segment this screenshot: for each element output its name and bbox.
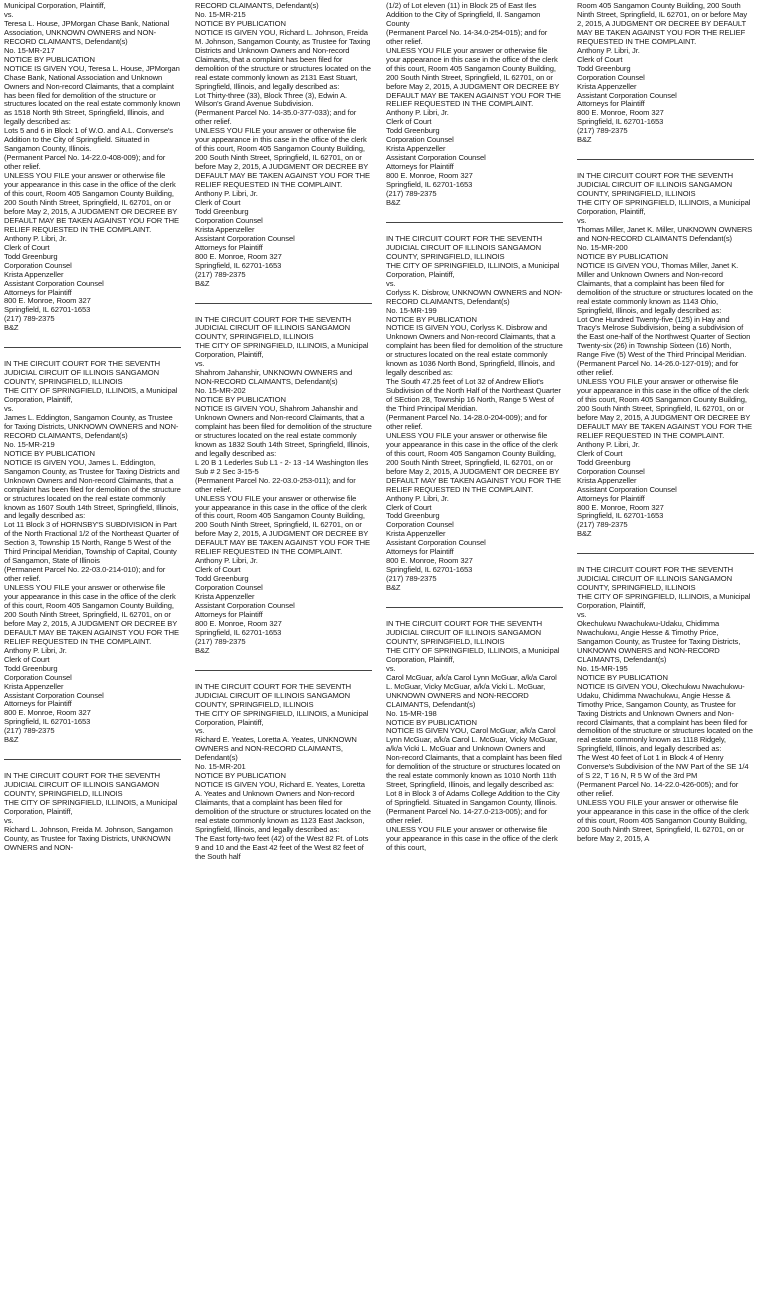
notice-line: UNLESS YOU FILE your answer or otherwise file your appearance in this case in the office of the clerk of this court, Room 405 Sangamon County Building, 200 South Ninth Street, Springfield, IL 62701, on or before May 2, 2015, A JUDGMENT OR DECREE BY DEFAULT MAY BE TAKEN AGAINST YOU FOR THE RELIEF REQUESTED IN THE COMPLAINT.	[4, 583, 181, 646]
notice-line: Richard L. Johnson, Freida M. Johnson, Sangamon County, as Trustee for Taxing Districts, UNKNOWN OWNERS and NON-	[4, 824, 175, 852]
notice-line: IN THE CIRCUIT COURT FOR THE SEVENTH JUDICIAL CIRCUIT OF ILLINOIS SANGAMON COUNTY, SPRINGFIELD, ILLINOIS	[386, 619, 545, 646]
notice-line: Krista Appenzeller	[386, 144, 446, 154]
notice-column-4	[577, 0, 754, 1300]
legal-notice	[386, 233, 563, 599]
notice-line: (Permanent Parcel No. 14-34.0-254-015); and for other relief.	[386, 27, 550, 46]
notice-line: (217) 789-2375	[195, 636, 246, 646]
notice-line: THE CITY OF SPRINGFIELD, ILLINOIS, a Municipal Corporation, Plaintiff,	[386, 645, 562, 664]
notice-line: Corporation Counsel	[4, 260, 72, 270]
notice-line: Springfield, IL 62701-1653	[4, 305, 91, 315]
notice-line: NOTICE IS GIVEN YOU, James L. Eddington, Sangamon County, as Trustee for Taxing Districts and Unknown Owners and Non-record Claimants, that a complaint has been filed for demolition of the structure or structures located on the real estate commonly known as 1607 South 14th Street, Springfield, Illinois, and legally described as:	[4, 457, 183, 521]
notice-line: Okechukwu Nwachukwu-Udaku, Chidimma Nwachukwu, Angie Hesse & Timothy Price, Sangamon County, as Trustee for Taxing Districts, UNKNOWN OWNERS and NON-RECORD CLAIMANTS, Defendant(s)	[577, 619, 743, 664]
notice-line: No. 15-MR-198	[386, 708, 437, 718]
notice-line: NOTICE BY PUBLICATION	[577, 672, 668, 682]
notice-line: IN THE CIRCUIT COURT FOR THE SEVENTH JUDICIAL CIRCUIT OF ILLINOIS SANGAMON COUNTY, SPRINGFIELD, ILLINOIS	[577, 565, 736, 593]
notice-line: 800 E. Monroe, Room 327	[4, 708, 91, 718]
notice-line: IN THE CIRCUIT COURT FOR THE SEVENTH JUDICIAL CIRCUIT OF ILLINOIS SANGAMON COUNTY, SPRINGFIELD, ILLINOIS	[195, 314, 354, 342]
notice-line: Carol McGuar, a/k/a Carol Lynn McGuar, a/k/a Carol L. McGuar, Vicky McGuar, a/k/a Vicki L. McGuar, UNKNOWN OWNERS and NON-RECORD CLAIMANTS, Defendant(s)	[386, 672, 559, 709]
notice-line: No. 15-MR-217	[4, 45, 55, 55]
notice-line: RECORD CLAIMANTS, Defendant(s)	[195, 1, 319, 10]
notice-line: No. 15-MR-195	[577, 663, 628, 673]
notice-line: (217) 789-2375	[386, 189, 437, 199]
notice-line: (217) 789-2375	[577, 520, 628, 530]
notice-line: (Permanent Parcel No. 14-27.0-213-005); and for other relief.	[386, 807, 550, 826]
notice-line: Corporation Counsel	[577, 466, 645, 476]
notice-line: Lot One Hundred Twenty-five (125) in Hay and Tracy's Melrose Subdivision, being a subdivision of the East one-half of the Northwest Quarter of Section Twenty-six (26) in Township Sixteen (16) North, Range Five (5) West of the Third Principal Meridian.	[577, 314, 753, 360]
notice-line: Clerk of Court	[4, 654, 50, 664]
notice-line: Clerk of Court	[386, 502, 432, 512]
notice-line: IN THE CIRCUIT COURT FOR THE SEVENTH JUDICIAL CIRCUIT OF ILLINOIS SANGAMON COUNTY, SPRINGFIELD, ILLINOIS	[195, 681, 354, 709]
legal-notice	[386, 0, 563, 214]
notice-line: (Permanent Parcel No. 22-03.0-253-011); and for other relief.	[195, 475, 358, 494]
notice-line: (217) 789-2375	[386, 574, 437, 584]
notice-line: NOTICE IS GIVEN YOU, Okechukwu Nwachukwu-Udaku, Chidimma Nwachukwu, Angie Hesse & Timothy Price, Sangamon County, as Trustee for Taxing Districts and Unknown Owners and Non-record Claimants, that a complaint has been filed for demolition of the structure or structures located on the real estate commonly known as 1118 Ridgely, Springfield, Illinois, and legally described as:	[577, 681, 755, 754]
notice-line: Anthony P. Libri, Jr.	[386, 108, 449, 118]
notice-line: NOTICE BY PUBLICATION	[195, 18, 286, 28]
notice-line: Assistant Corporation Counsel	[195, 601, 295, 610]
notice-line: Krista Appenzeller	[195, 592, 255, 602]
notice-line: Anthony P. Libri, Jr.	[577, 439, 640, 449]
notice-line: Attorneys for Plaintiff	[577, 493, 645, 503]
notice-line: THE CITY OF SPRINGFIELD, ILLINOIS, a Municipal Corporation, Plaintiff,	[195, 341, 371, 360]
notice-divider	[386, 607, 563, 608]
notice-line: UNLESS YOU FILE your answer or otherwise file your appearance in this case in the office of the clerk of this court, Room 405 Sangamon County Building, 200 South Ninth Street, Springfield, IL 62701, on or before May 2, 2015, A	[577, 798, 751, 843]
notice-line: THE CITY OF SPRINGFIELD, ILLINOIS, a Municipal Corporation, Plaintiff,	[577, 592, 753, 611]
notice-line: B&Z	[195, 278, 210, 288]
legal-notice	[4, 770, 181, 859]
notice-line: Anthony P. Libri, Jr.	[195, 556, 258, 566]
notice-line: No. 15-MR-199	[386, 305, 437, 315]
notice-line: Springfield, IL 62701-1653	[4, 717, 91, 727]
notice-line: Shahrom Jahanshir, UNKNOWN OWNERS and NON-RECORD CLAIMANTS, Defendant(s)	[195, 368, 355, 387]
notice-line: The East forty-two feet (42) of the West 82 Ft. of Lots 9 and 10 and the East 42 feet of the West 82 feet of the South half	[195, 833, 371, 861]
notice-divider	[195, 670, 372, 671]
notice-divider	[195, 303, 372, 304]
notice-line: Todd Greenburg	[577, 457, 631, 467]
notice-line: UNLESS YOU FILE your answer or otherwise file your appearance in this case in the office of the clerk of this court, Room 405 Sangamon County Building, 200 South Ninth Street, Springfield, IL 62701, on or before May 2, 2015, A JUDGMENT OR DECREE BY DEFAULT MAY BE TAKEN AGAINST YOU FOR THE RELIEF REQUESTED IN THE COMPLAINT.	[386, 430, 563, 494]
notice-line: Assistant Corporation Counsel	[386, 538, 486, 548]
notice-line: B&Z	[577, 529, 592, 539]
notice-line: (Permanent Parcel No. 14-26.0-127-019); and for other relief.	[577, 359, 741, 378]
notice-line: B&Z	[195, 645, 210, 655]
notice-line: Corlyss K. Disbrow, UNKNOWN OWNERS and NON-RECORD CLAIMANTS, Defendant(s)	[386, 287, 563, 306]
notice-line: Todd Greenburg	[195, 206, 249, 216]
notice-line: vs.	[577, 610, 587, 620]
notice-line: Anthony P. Libri, Jr.	[4, 233, 67, 243]
notice-line: Clerk of Court	[195, 565, 241, 575]
notice-line: 800 E. Monroe, Room 327	[577, 502, 664, 512]
notice-line: NOTICE IS GIVEN YOU, Thomas Miller, Janet K. Miller and Unknown Owners and Non-record Claimants, that a complaint has been filed for demolition of the structure or structures located on the real estate commonly known as 1143 Ohio, Springfield, Illinois, and legally described as:	[577, 260, 755, 315]
notice-line: Attorneys for Plaintiff	[195, 242, 263, 252]
notice-line: Assistant Corporation Counsel	[577, 90, 677, 100]
notice-line: James L. Eddington, Sangamon County, as Trustee for Taxing Districts, UNKNOWN OWNERS and NON-RECORD CLAIMANTS, Defendant(s)	[4, 412, 179, 440]
notice-line: (Permanent Parcel No. 14-22.0-408-009); and for other relief.	[4, 153, 168, 172]
notice-line: Springfield, IL 62701-1653	[577, 511, 664, 521]
notice-line: Corporation Counsel	[386, 135, 454, 145]
notice-line: NOTICE BY PUBLICATION	[4, 54, 95, 64]
notice-line: NOTICE BY PUBLICATION	[195, 771, 286, 781]
notice-divider	[577, 553, 754, 554]
notice-line: Attorneys for Plaintiff	[4, 287, 72, 297]
notice-line: Springfield, IL 62701-1653	[386, 565, 473, 575]
notice-line: B&Z	[386, 583, 401, 593]
notice-line: (1/2) of Lot eleven (11) in Block 25 of East Iles Addition to the City of Springfield, Il. Sangamon County	[386, 1, 543, 28]
notice-line: No. 15-MR-219	[4, 439, 55, 449]
notice-column-3	[386, 0, 563, 1300]
notice-line: vs.	[386, 278, 396, 288]
notice-line: NOTICE BY PUBLICATION	[195, 395, 286, 405]
notice-line: 800 E. Monroe, Room 327	[577, 108, 664, 118]
notice-line: Anthony P. Libri, Jr.	[4, 645, 67, 655]
notice-line: Municipal Corporation, Plaintiff,	[4, 1, 106, 10]
notice-line: UNLESS YOU FILE your answer or otherwise file your appearance in this case in the office of the clerk of this court, Room 405 Sangamon County Building, 200 South Ninth Street, Springfield, IL 62701, on or before May 2, 2015, A JUDGMENT OR DECREE BY DEFAULT MAY BE TAKEN AGAINST YOU FOR THE RELIEF REQUESTED IN THE COMPLAINT.	[577, 377, 754, 440]
notice-line: (Permanent Parcel No. 14-22.0-426-005); and for other relief.	[577, 780, 741, 799]
notice-column-1	[4, 0, 181, 1300]
notice-line: Lot Thirty-three (33), Block Three (3), Edwin A. Wilson's Grand Avenue Subdivision.	[195, 90, 349, 109]
notice-line: The West 40 feet of Lot 1 in Block 4 of Henry Converse's Subdivision of the NW Part of the SE 1/4 of S 22, T 16 N, R 5 W of the 3rd PM	[577, 753, 751, 781]
notice-line: Corporation Counsel	[577, 72, 645, 82]
notice-line: Krista Appenzeller	[577, 81, 637, 91]
notice-line: Room 405 Sangamon County Building, 200 South Ninth Street, Springfield, IL 62701, on or before May 2, 2015, A JUDGMENT OR DECREE BY DEFAULT MAY BE TAKEN AGAINST YOU FOR THE RELIEF REQUESTED IN THE COMPLAINT.	[577, 1, 750, 46]
notice-line: UNLESS YOU FILE your answer or otherwise file your appearance in this case in the office of the clerk of this court, Room 405 Sangamon County Building, 200 South Ninth Street, Springfield, IL 62701, on or before May 2, 2015, A JUDGMENT OR DECREE BY DEFAULT MAY BE TAKEN AGAINST YOU FOR THE RELIEF REQUESTED IN THE COMPLAINT.	[195, 126, 372, 190]
notice-line: Clerk of Court	[577, 448, 623, 458]
notice-line: THE CITY OF SPRINGFIELD, ILLINOIS, a Municipal Corporation, Plaintiff,	[386, 260, 562, 279]
notice-line: Assistant Corporation Counsel	[4, 278, 104, 288]
notice-line: vs.	[577, 216, 587, 226]
notice-divider	[386, 222, 563, 223]
notice-line: UNLESS YOU FILE your answer or otherwise file your appearance in this case in the office of the clerk of this court,	[386, 824, 560, 852]
notice-line: L 20 B 1 Lederles Sub L1 - 2- 13 -14 Washington Iles Sub # 2 Sec 3-15-5	[195, 457, 371, 476]
notice-line: B&Z	[386, 197, 401, 207]
notice-line: Assistant Corporation Counsel	[4, 690, 104, 700]
notice-line: Todd Greenburg	[577, 63, 631, 73]
legal-notice	[577, 170, 754, 545]
legal-notice	[577, 0, 754, 151]
notice-line: UNLESS YOU FILE your answer or otherwise file your appearance in this case in the office of the clerk of this court, Room 405 Sangamon County Building, 200 South Ninth Street, Springfield, IL 62701, on or before May 2, 2015, A JUDGMENT OR DECREE BY DEFAULT MAY BE TAKEN AGAINST YOU FOR THE RELIEF REQUESTED IN THE COMPLAINT.	[4, 171, 181, 234]
notice-line: THE CITY OF SPRINGFIELD, ILLINOIS, a Municipal Corporation, Plaintiff,	[577, 198, 753, 217]
notice-line: NOTICE BY PUBLICATION	[386, 717, 477, 727]
notice-line: No. 15-MR-215	[195, 9, 246, 19]
notice-line: (Permanent Parcel No. 22-03.0-214-010); and for other relief.	[4, 565, 168, 584]
notice-line: NOTICE IS GIVEN YOU, Shahrom Jahanshir and Unknown Owners and Non-record Claimants, that a complaint has been filed for demolition of the structure or structures located on the real estate commonly known as 1832 South 14th Street, Springfield, Illinois, and legally described as:	[195, 404, 374, 458]
legal-notice	[386, 618, 563, 859]
notice-line: Springfield, IL 62701-1653	[195, 260, 282, 270]
notice-line: Assistant Corporation Counsel	[577, 484, 677, 494]
notice-line: NOTICE IS GIVEN YOU, Richard L. Johnson, Freida M. Johnson, Sangamon County, as Trustee for Taxing Districts and Unknown Owners and Non-record Claimants, that a complaint has been filed for demolition of the structure or structures located on the real estate commonly known as 2131 East Stuart, Springfield, Illinois, and legally described as:	[195, 27, 373, 91]
notice-line: (217) 789-2375	[4, 314, 55, 324]
notice-line: Attorneys for Plaintiff	[386, 547, 454, 557]
notice-line: vs.	[195, 726, 205, 736]
notice-column-2	[195, 0, 372, 1300]
notice-line: Attorneys for Plaintiff	[386, 162, 454, 172]
notice-line: Todd Greenburg	[386, 511, 440, 521]
legal-notice	[4, 0, 181, 339]
notice-line: NOTICE BY PUBLICATION	[4, 448, 95, 458]
notice-line: (217) 789-2375	[4, 726, 55, 736]
notice-line: vs.	[4, 404, 14, 414]
notice-line: THE CITY OF SPRINGFIELD, ILLINOIS, a Municipal Corporation, Plaintiff,	[4, 386, 180, 405]
notice-line: (Permanent Parcel No. 14-35.0-377-033); and for other relief.	[195, 108, 359, 127]
notice-line: Attorneys for Plaintiff	[577, 99, 645, 109]
notice-line: The South 47.25 feet of Lot 32 of Andrew Elliot's Subdivision of the North Half of the Northeast Quarter of SEction 28, Township 16 North, Range 5 West of the Third Principal Meridian.	[386, 377, 563, 414]
notice-line: Krista Appenzeller	[386, 529, 446, 539]
notice-line: Springfield, IL 62701-1653	[195, 627, 282, 637]
notice-line: NOTICE BY PUBLICATION	[386, 314, 477, 324]
notice-line: Lots 5 and 6 in Block 1 of W.O. and A.L. Converse's Addition to the City of Springfield. Situated in Sangamon County, Illinois.	[4, 126, 175, 154]
notice-line: Assistant Corporation Counsel	[195, 233, 295, 243]
notice-divider	[4, 759, 181, 760]
notice-line: NOTICE IS GIVEN YOU, Richard E. Yeates, Loretta A. Yeates and Unknown Owners and Non-record Claimants, that a complaint has been filed for demolition of the structure or structures located on the real estate commonly known as 1123 East Jackson, Springfield, Illinois, and legally described as:	[195, 780, 373, 834]
notice-line: (Permanent Parcel No. 14-28.0-204-009); and for other relief.	[386, 412, 550, 431]
notice-line: (217) 789-2375	[195, 269, 246, 279]
notice-line: Corporation Counsel	[4, 672, 72, 682]
notice-line: UNLESS YOU FILE your answer or otherwise file your appearance in this case in the office of the clerk of this court, Room 405 Sangamon County Building, 200 South Ninth Street, Springfield, IL 62701, on or before May 2, 2015, A JUDGMENT OR DECREE BY DEFAULT MAY BE TAKEN AGAINST YOU FOR THE RELIEF REQUESTED IN THE COMPLAINT.	[195, 493, 372, 557]
notice-line: 800 E. Monroe, Room 327	[386, 556, 473, 566]
notice-line: Krista Appenzeller	[195, 224, 255, 234]
notice-line: THE CITY OF SPRINGFIELD, ILLINOIS, a Municipal Corporation, Plaintiff,	[4, 798, 180, 817]
notice-line: NOTICE IS GIVEN YOU, Corlyss K. Disbrow and Unknown Owners and Non-record Claimants, that a complaint has been filed for demolition of the structure or structures located on the real estate commonly known as 1036 North Bond, Springfield, Illinois, and legally described as:	[386, 323, 565, 378]
notice-line: Thomas Miller, Janet K. Miller, UNKNOWN OWNERS and NON-RECORD CLAIMANTS Defendant(s)	[577, 224, 755, 243]
notice-line: vs.	[195, 359, 205, 369]
notice-line: 800 E. Monroe, Room 327	[195, 251, 282, 261]
notice-line: Clerk of Court	[4, 242, 50, 252]
legal-notice	[577, 564, 754, 850]
notice-line: B&Z	[577, 135, 592, 145]
notice-line: Clerk of Court	[577, 54, 623, 64]
notice-line: vs.	[4, 9, 14, 19]
notice-line: 800 E. Monroe, Room 327	[386, 171, 473, 181]
notice-line: Anthony P. Libri, Jr.	[386, 493, 449, 503]
notice-line: No. 15-MR-202	[195, 386, 246, 396]
notice-line: Corporation Counsel	[195, 583, 263, 593]
notice-line: IN THE CIRCUIT COURT FOR THE SEVENTH JUDICIAL CIRCUIT OF ILLINOIS SANGAMON COUNTY, SPRINGFIELD, ILLINOIS	[386, 233, 545, 261]
notice-line: NOTICE IS GIVEN YOU, Teresa L. House, JPMorgan Chase Bank, National Association and Unknown Owners and Non-record Claimants, that a complaint has been filed for demolition of the structure or structures located on the real estate commonly known as 1518 North 9th Street, Springfield, Illinois, and legally described as:	[4, 63, 183, 127]
notice-line: NOTICE BY PUBLICATION	[577, 251, 668, 261]
notice-line: Todd Greenburg	[4, 663, 58, 673]
notice-line: IN THE CIRCUIT COURT FOR THE SEVENTH JUDICIAL CIRCUIT OF ILLINOIS SANGAMON COUNTY, SPRINGFIELD, ILLINOIS	[4, 359, 163, 387]
notice-line: Assistant Corporation Counsel	[386, 153, 486, 163]
notice-line: Springfield, IL 62701-1653	[386, 180, 473, 190]
legal-notice	[195, 0, 372, 295]
notice-line: Springfield, IL 62701-1653	[577, 117, 664, 127]
notice-line: Todd Greenburg	[386, 126, 440, 136]
notice-line: (217) 789-2375	[577, 126, 628, 136]
notice-line: Clerk of Court	[386, 117, 432, 127]
notice-line: No. 15-MR-200	[577, 242, 628, 252]
notice-line: THE CITY OF SPRINGFIELD, ILLINOIS, a Municipal Corporation, Plaintiff,	[195, 708, 371, 727]
legal-notice	[195, 681, 372, 868]
notice-line: Krista Appenzeller	[4, 681, 64, 691]
notice-line: Krista Appenzeller	[4, 269, 64, 279]
notice-line: IN THE CIRCUIT COURT FOR THE SEVENTH JUDICIAL CIRCUIT OF ILLINOIS SANGAMON COUNTY, SPRINGFIELD, ILLINOIS	[4, 771, 163, 799]
notice-line: vs.	[386, 663, 396, 673]
notice-line: Richard E. Yeates, Loretta A. Yeates, UNKNOWN OWNERS and NON-RECORD CLAIMANTS, Defendant(s)	[195, 735, 359, 763]
notice-line: IN THE CIRCUIT COURT FOR THE SEVENTH JUDICIAL CIRCUIT OF ILLINOIS SANGAMON COUNTY, SPRINGFIELD, ILLINOIS	[577, 171, 736, 199]
notice-line: 800 E. Monroe, Room 327	[4, 296, 91, 306]
notice-line: Corporation Counsel	[195, 215, 263, 225]
notice-line: UNLESS YOU FILE your answer or otherwise file your appearance in this case in the office of the clerk of this court, Room 405 Sangamon County Building, 200 South Ninth Street, Springfield, IL 62701, on or before May 2, 2015, A JUDGMENT OR DECREE BY DEFAULT MAY BE TAKEN AGAINST YOU FOR THE RELIEF REQUESTED IN THE COMPLAINT.	[386, 45, 563, 109]
notice-line: Teresa L. House, JPMorgan Chase Bank, National Association, UNKNOWN OWNERS and NON-RECORD CLAIMANTS, Defendant(s)	[4, 18, 171, 46]
notice-line: Attorneys for Plaintiff	[4, 699, 72, 709]
legal-notice	[4, 358, 181, 751]
notice-line: vs.	[4, 816, 14, 826]
notice-line: NOTICE IS GIVEN YOU, Carol McGuar, a/k/a Carol Lynn McGuar, a/k/a Carol L. McGuar, Vicky McGuar, a/k/a Vicki L. McGuar and Unknown Owners and Non-record Claimants, that a complaint has been filed for demolition of the structure or structures located on the real estate commonly known as 1010 North 11th Street, Springfield, Illinois, and legally described as:	[386, 726, 564, 790]
notice-line: Lot 8 in Block 3 of Adams College Addition to the City of Springfield. Situated in Sangamon County, Illinois.	[386, 789, 562, 808]
notice-line: Anthony P. Libri, Jr.	[577, 45, 640, 55]
notice-line: Clerk of Court	[195, 197, 241, 207]
notice-line: B&Z	[4, 735, 19, 745]
notice-line: B&Z	[4, 323, 19, 333]
notice-line: Attorneys for Plaintiff	[195, 609, 263, 619]
notice-line: Lot 11 Block 3 of HORNSBY'S SUBDIVISION in Part of the North Fractional 1/2 of the Northeast Quarter of Section 3, Township 15 North, Range 5 West of the Third Principal Meridian, Township of Capital, County of Sangamon, State of Illinois	[4, 520, 181, 566]
legal-notice	[195, 314, 372, 662]
notice-line: Anthony P. Libri, Jr.	[195, 189, 258, 199]
notice-divider	[577, 159, 754, 160]
notice-line: Todd Greenburg	[195, 574, 249, 584]
notice-line: Todd Greenburg	[4, 251, 58, 261]
notice-line: Corporation Counsel	[386, 520, 454, 530]
notice-line: No. 15-MR-201	[195, 762, 246, 772]
notice-line: 800 E. Monroe, Room 327	[195, 618, 282, 628]
notice-line: Krista Appenzeller	[577, 475, 637, 485]
notice-divider	[4, 347, 181, 348]
